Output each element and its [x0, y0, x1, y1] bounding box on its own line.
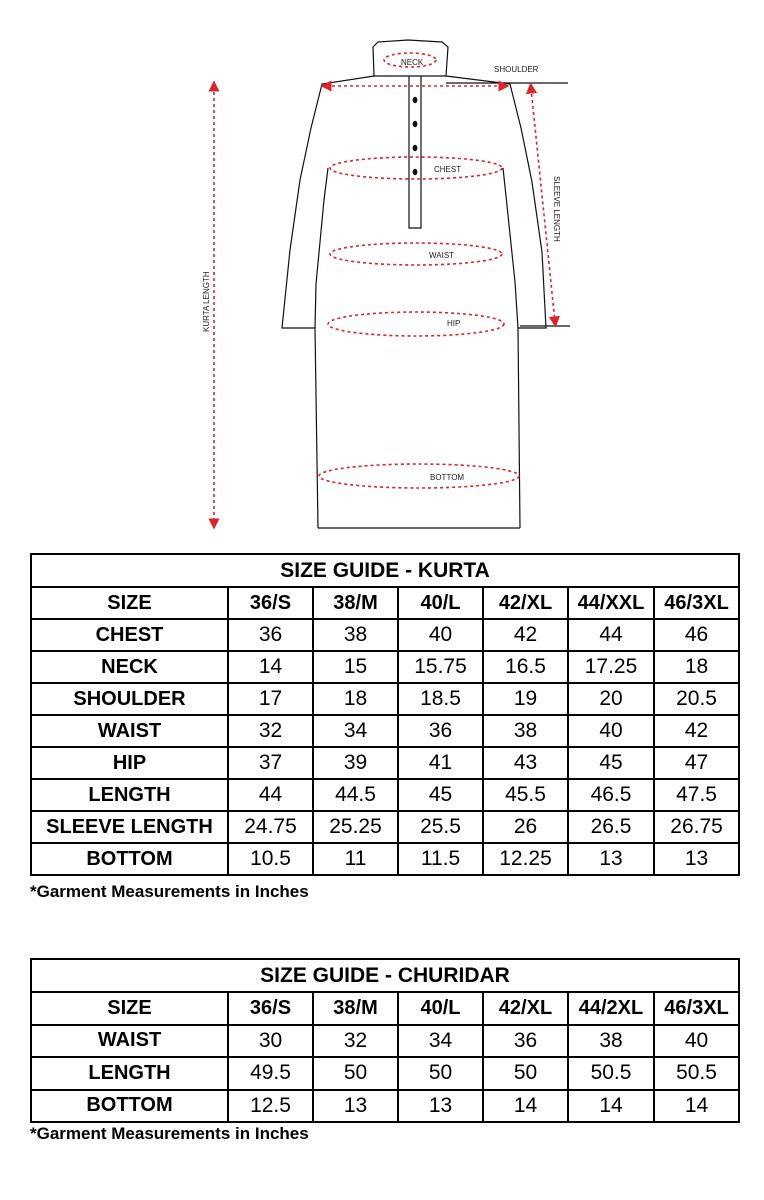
table-row [31, 1057, 739, 1090]
hip-measure [328, 312, 504, 336]
table-cell: 46.5 [568, 779, 654, 811]
waist-label: WAIST [429, 251, 455, 260]
table-cell: 45.5 [483, 779, 568, 811]
table-cell: 30 [228, 1025, 313, 1058]
table-cell: 25.25 [313, 811, 398, 843]
table-cell: 18 [313, 683, 398, 715]
table-cell: 42 [483, 619, 568, 651]
table-cell: 50 [313, 1057, 398, 1090]
table-row [31, 651, 739, 683]
table-cell: 12.5 [228, 1090, 313, 1123]
table-cell: 45 [398, 779, 483, 811]
table-cell: 37 [228, 747, 313, 779]
size-col-header: 36/S [228, 587, 313, 619]
table-cell: 13 [654, 843, 739, 875]
table-cell: 14 [654, 1090, 739, 1123]
table-cell: 17.25 [568, 651, 654, 683]
button-4 [413, 169, 418, 175]
table-cell: 17 [228, 683, 313, 715]
kurta-title-row [31, 554, 739, 587]
table-cell: 47 [654, 747, 739, 779]
size-header: SIZE [31, 992, 228, 1025]
table-cell: 14 [483, 1090, 568, 1123]
right-sleeve-inner [503, 168, 518, 328]
table-cell: 38 [568, 1025, 654, 1058]
table-cell: 43 [483, 747, 568, 779]
button-2 [413, 121, 418, 127]
button-1 [413, 97, 418, 103]
size-col-header: 40/L [398, 587, 483, 619]
table-cell: 26.75 [654, 811, 739, 843]
neck-label: NECK [401, 58, 424, 67]
table-cell: 46 [654, 619, 739, 651]
table-row [31, 779, 739, 811]
table-cell: 26 [483, 811, 568, 843]
table-cell: 19 [483, 683, 568, 715]
table-cell: 41 [398, 747, 483, 779]
size-col-header: 44/XXL [568, 587, 654, 619]
table-cell: 20 [568, 683, 654, 715]
bottom-measure [319, 464, 519, 488]
row-label: HIP [31, 747, 228, 779]
table-cell: 13 [568, 843, 654, 875]
row-label: LENGTH [31, 779, 228, 811]
table-cell: 44 [228, 779, 313, 811]
table-cell: 45 [568, 747, 654, 779]
row-label: BOTTOM [31, 843, 228, 875]
kurta-body-right [446, 76, 546, 528]
table-cell: 13 [398, 1090, 483, 1123]
churidar-title-row [31, 959, 739, 992]
sleeve-length-measure [531, 88, 555, 322]
table-cell: 50.5 [568, 1057, 654, 1090]
size-col-header: 46/3XL [654, 587, 739, 619]
table-cell: 36 [228, 619, 313, 651]
table-cell: 38 [313, 619, 398, 651]
size-col-header: 42/XL [483, 587, 568, 619]
waist-measure [330, 243, 502, 265]
table-cell: 14 [568, 1090, 654, 1123]
chest-label: CHEST [434, 165, 462, 174]
table-row [31, 747, 739, 779]
table-cell: 50.5 [654, 1057, 739, 1090]
kurta-size-table [30, 553, 740, 876]
table-cell: 34 [313, 715, 398, 747]
placket-buttons [413, 97, 418, 175]
table-row [31, 715, 739, 747]
table-cell: 11.5 [398, 843, 483, 875]
row-label: BOTTOM [31, 1090, 228, 1123]
kurta-table-title: SIZE GUIDE - KURTA [31, 554, 739, 587]
left-sleeve-inner [315, 168, 328, 328]
row-label: NECK [31, 651, 228, 683]
size-col-header: 38/M [313, 992, 398, 1025]
row-label: SLEEVE LENGTH [31, 811, 228, 843]
table-cell: 24.75 [228, 811, 313, 843]
size-col-header: 40/L [398, 992, 483, 1025]
size-col-header: 36/S [228, 992, 313, 1025]
table-cell: 36 [483, 1025, 568, 1058]
table-cell: 14 [228, 651, 313, 683]
button-3 [413, 145, 418, 151]
table-cell: 26.5 [568, 811, 654, 843]
table-row [31, 1090, 739, 1123]
table-row [31, 683, 739, 715]
table-cell: 15.75 [398, 651, 483, 683]
table-row [31, 619, 739, 651]
row-label: WAIST [31, 1025, 228, 1058]
kurta-size-header-row [31, 587, 739, 619]
size-header: SIZE [31, 587, 228, 619]
size-col-header: 42/XL [483, 992, 568, 1025]
table-row [31, 1025, 739, 1058]
sleeve-length-label: SLEEVE LENGTH [552, 176, 561, 242]
table-cell: 36 [398, 715, 483, 747]
kurta-outline [282, 40, 570, 528]
table-row [31, 811, 739, 843]
churidar-measurement-note: *Garment Measurements in Inches [30, 1124, 309, 1143]
table-cell: 50 [483, 1057, 568, 1090]
table-cell: 32 [313, 1025, 398, 1058]
row-label: CHEST [31, 619, 228, 651]
table-cell: 13 [313, 1090, 398, 1123]
churidar-size-table [30, 958, 740, 1123]
table-cell: 40 [398, 619, 483, 651]
kurta-body-left [282, 76, 374, 528]
table-cell: 42 [654, 715, 739, 747]
table-cell: 20.5 [654, 683, 739, 715]
kurta-measurement-note: *Garment Measurements in Inches [30, 882, 309, 901]
churidar-size-header-row [31, 992, 739, 1025]
size-col-header: 46/3XL [654, 992, 739, 1025]
shoulder-label: SHOULDER [494, 65, 539, 74]
table-cell: 39 [313, 747, 398, 779]
bottom-label: BOTTOM [430, 473, 465, 482]
table-cell: 15 [313, 651, 398, 683]
size-col-header: 38/M [313, 587, 398, 619]
table-cell: 18.5 [398, 683, 483, 715]
table-cell: 44.5 [313, 779, 398, 811]
measurement-guides [214, 53, 555, 524]
hip-label: HIP [447, 319, 461, 328]
table-cell: 10.5 [228, 843, 313, 875]
kurta-diagram [0, 0, 764, 540]
churidar-table-title: SIZE GUIDE - CHURIDAR [31, 959, 739, 992]
table-cell: 50 [398, 1057, 483, 1090]
kurta-length-label: KURTA LENGTH [202, 271, 211, 332]
row-label: WAIST [31, 715, 228, 747]
table-cell: 38 [483, 715, 568, 747]
table-cell: 47.5 [654, 779, 739, 811]
size-col-header: 44/2XL [568, 992, 654, 1025]
row-label: SHOULDER [31, 683, 228, 715]
table-cell: 11 [313, 843, 398, 875]
table-cell: 40 [568, 715, 654, 747]
table-cell: 16.5 [483, 651, 568, 683]
table-cell: 44 [568, 619, 654, 651]
table-cell: 34 [398, 1025, 483, 1058]
row-label: LENGTH [31, 1057, 228, 1090]
table-cell: 49.5 [228, 1057, 313, 1090]
table-cell: 18 [654, 651, 739, 683]
table-cell: 32 [228, 715, 313, 747]
table-cell: 40 [654, 1025, 739, 1058]
chest-measure [330, 157, 502, 179]
table-cell: 25.5 [398, 811, 483, 843]
table-cell: 12.25 [483, 843, 568, 875]
table-row [31, 843, 739, 875]
